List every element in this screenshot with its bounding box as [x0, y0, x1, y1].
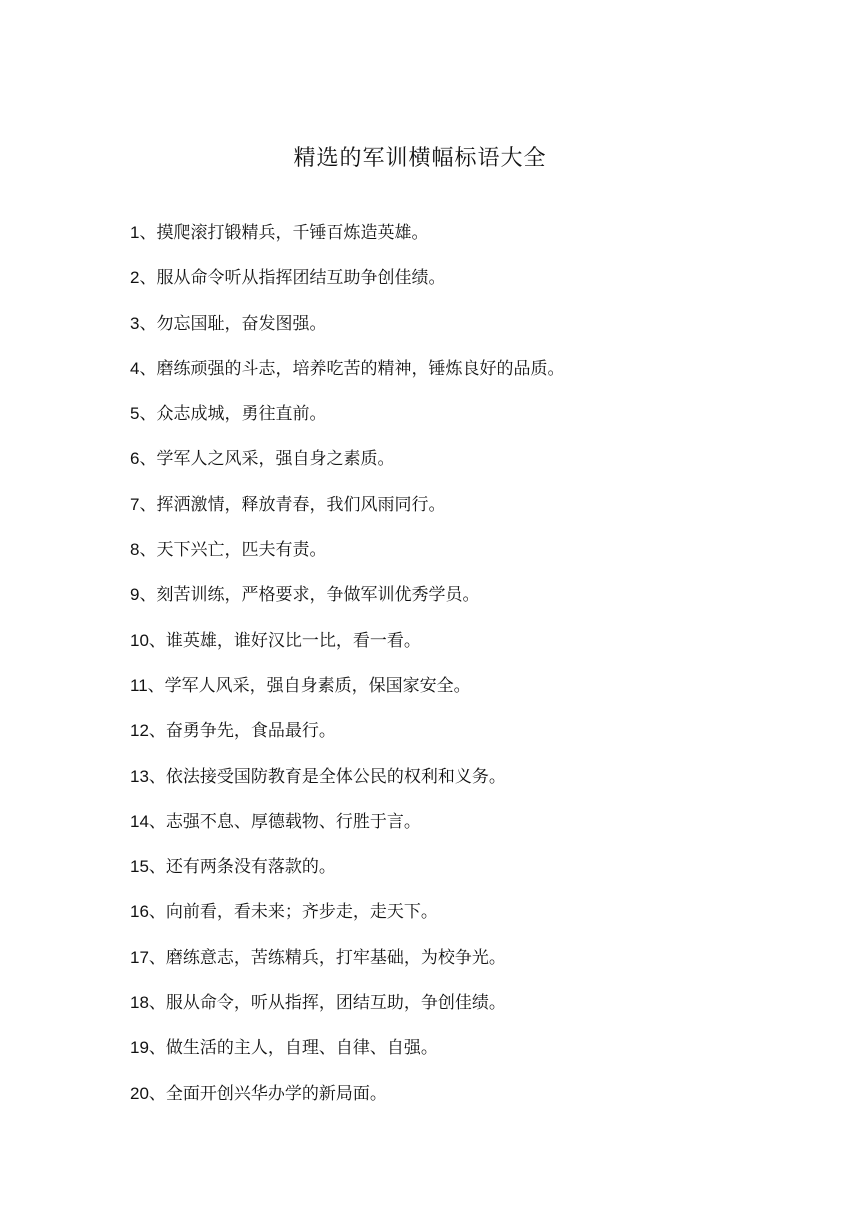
slogan-separator: 、 — [148, 993, 166, 1014]
slogan-separator: 、 — [148, 721, 166, 742]
slogan-text: 磨练顽强的斗志，培养吃苦的精神，锤炼良好的品质。 — [156, 358, 565, 379]
slogan-number: 16 — [130, 902, 149, 922]
slogan-text: 依法接受国防教育是全体公民的权利和义务。 — [165, 766, 506, 787]
slogan-separator: 、 — [148, 1083, 166, 1104]
slogan-separator: 、 — [148, 902, 166, 923]
slogan-text: 向前看，看未来；齐步走，走天下。 — [165, 902, 438, 923]
slogan-item — [130, 853, 564, 898]
slogan-item — [130, 264, 564, 309]
slogan-text: 服从命令听从指挥团结互助争创佳绩。 — [156, 268, 446, 289]
slogan-number: 7 — [130, 494, 140, 514]
slogan-text: 挥洒激情，释放青春，我们风雨同行。 — [156, 494, 446, 515]
slogan-item — [130, 763, 564, 808]
slogan-number: 12 — [130, 721, 149, 741]
slogan-item — [130, 944, 564, 989]
slogan-number: 19 — [130, 1038, 149, 1058]
slogan-separator: 、 — [139, 540, 157, 561]
slogan-separator: 、 — [148, 857, 166, 878]
slogan-separator: 、 — [147, 675, 165, 696]
slogan-item — [130, 1080, 564, 1125]
slogan-separator: 、 — [148, 811, 166, 832]
slogan-separator: 、 — [139, 358, 157, 379]
slogan-number: 4 — [130, 358, 140, 378]
slogan-text: 天下兴亡，匹夫有责。 — [156, 540, 327, 561]
slogan-separator: 、 — [139, 404, 157, 425]
slogan-item — [130, 581, 564, 626]
slogan-separator: 、 — [148, 947, 166, 968]
slogan-number: 20 — [130, 1083, 149, 1103]
slogan-separator: 、 — [139, 585, 157, 606]
slogan-separator: 、 — [139, 268, 157, 289]
slogan-number: 6 — [130, 449, 140, 469]
slogan-item — [130, 989, 564, 1034]
slogan-number: 3 — [130, 313, 140, 333]
slogan-number: 13 — [130, 766, 149, 786]
slogan-number: 5 — [130, 404, 140, 424]
slogan-separator: 、 — [139, 449, 157, 470]
slogan-separator: 、 — [148, 766, 166, 787]
slogan-number: 18 — [130, 993, 149, 1013]
slogan-separator: 、 — [148, 1038, 166, 1059]
slogan-text: 学军人风采，强自身素质，保国家安全。 — [164, 675, 471, 696]
slogan-item — [130, 717, 564, 762]
slogan-text: 磨练意志，苦练精兵，打牢基础，为校争光。 — [165, 947, 506, 968]
slogan-text: 谁英雄，谁好汉比一比，看一看。 — [165, 630, 421, 651]
slogan-number: 17 — [130, 947, 149, 967]
slogan-text: 众志成城，勇往直前。 — [156, 404, 327, 425]
slogan-number: 10 — [130, 630, 149, 650]
slogan-item — [130, 400, 564, 445]
slogan-number: 8 — [130, 540, 140, 560]
slogan-item — [130, 219, 564, 264]
slogan-item — [130, 808, 564, 853]
slogan-separator: 、 — [148, 630, 166, 651]
slogan-text: 奋勇争先，食品最行。 — [165, 721, 336, 742]
document-title: 精选的军训横幅标语大全 — [293, 146, 547, 171]
slogan-item — [130, 672, 564, 717]
slogan-text: 勿忘国耻，奋发图强。 — [156, 313, 327, 334]
slogan-text: 刻苦训练，严格要求，争做军训优秀学员。 — [156, 585, 480, 606]
slogan-text: 志强不息、厚德载物、行胜于言。 — [165, 811, 421, 832]
slogan-text: 还有两条没有落款的。 — [165, 857, 336, 878]
slogan-separator: 、 — [139, 313, 157, 334]
slogan-text: 全面开创兴华办学的新局面。 — [165, 1083, 387, 1104]
slogan-item — [130, 355, 564, 400]
slogan-number: 15 — [130, 857, 149, 877]
slogan-number: 2 — [130, 268, 140, 288]
slogan-text: 做生活的主人，自理、自律、自强。 — [165, 1038, 438, 1059]
slogan-number: 1 — [130, 223, 140, 242]
slogan-item — [130, 898, 564, 943]
slogan-item — [130, 491, 564, 536]
slogan-text: 学军人之风采，强自身之素质。 — [156, 449, 395, 470]
slogan-number: 11 — [130, 675, 148, 695]
slogan-separator: 、 — [139, 494, 157, 515]
slogan-text: 摸爬滚打锻精兵，千锤百炼造英雄。 — [156, 223, 429, 243]
slogan-list — [130, 219, 564, 1125]
slogan-number: 9 — [130, 585, 140, 605]
slogan-separator: 、 — [139, 223, 157, 243]
slogan-item — [130, 310, 564, 355]
slogan-item — [130, 445, 564, 490]
slogan-item — [130, 536, 564, 581]
slogan-item — [130, 627, 564, 672]
slogan-text: 服从命令，听从指挥，团结互助，争创佳绩。 — [165, 993, 506, 1014]
slogan-item — [130, 1034, 564, 1079]
slogan-number: 14 — [130, 811, 149, 831]
